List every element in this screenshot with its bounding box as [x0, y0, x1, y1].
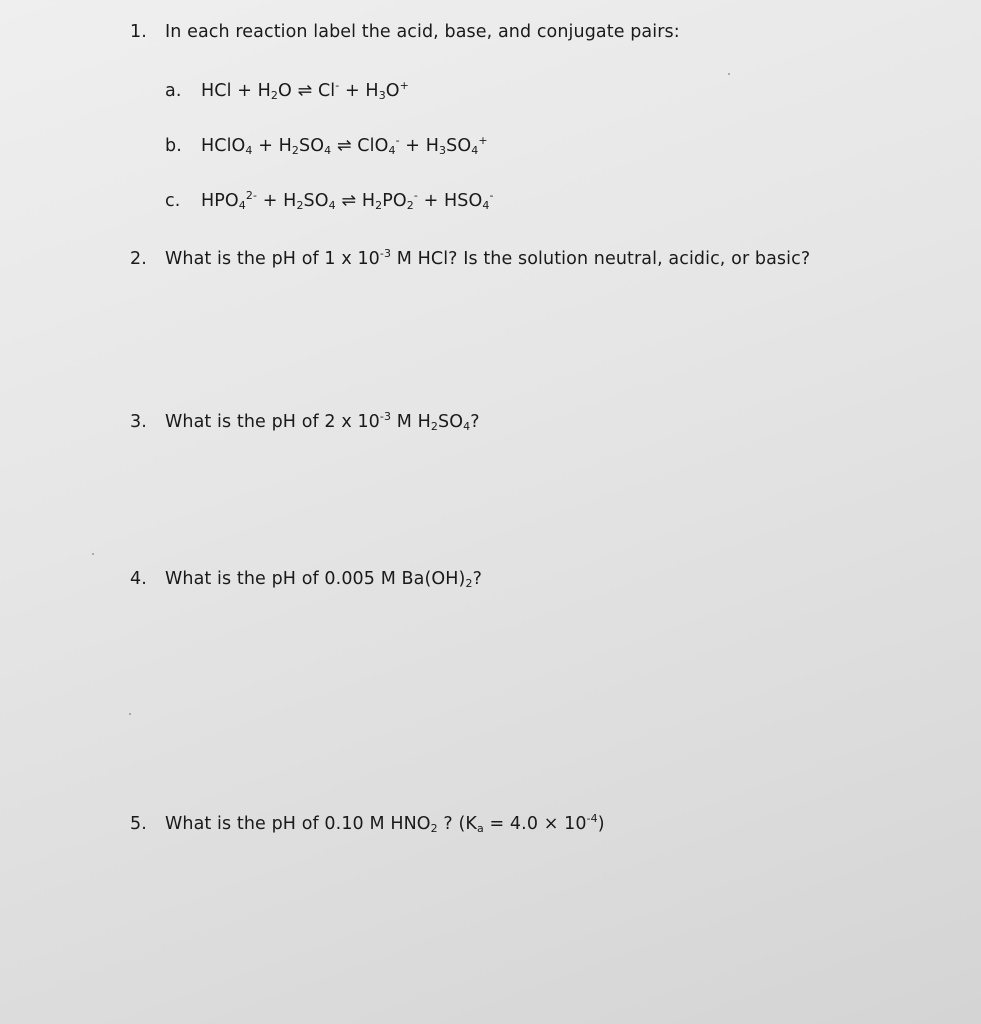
reaction-a	[165, 75, 409, 107]
question-4-number: 4.	[130, 569, 147, 589]
reaction-b	[165, 130, 488, 162]
reaction-c	[165, 185, 494, 217]
question-2-text: What is the pH of 1 x $10^{-3}$ M HCl? Is the solution neutral, acidic, or basic?	[165, 247, 811, 269]
question-4	[130, 568, 482, 595]
reaction-c-equation: $HPO_4^{2-} + H_2SO_4$ ⇌ $H_2PO_2^- + HSO_4^-$	[201, 189, 494, 212]
reaction-b-equation: HClO$_4$ + $H_2SO_4$ ⇌ $ClO_4^- + H_3SO_4^+$	[201, 134, 488, 157]
paper-speck	[129, 713, 131, 715]
question-1-number: 1.	[130, 22, 147, 42]
question-5-number: 5.	[130, 814, 147, 834]
paper-speck	[728, 73, 730, 75]
question-4-text: What is the pH of 0.005 M $Ba(OH)_2$?	[165, 569, 482, 590]
question-3	[130, 406, 480, 438]
question-1	[130, 21, 680, 43]
question-3-number: 3.	[130, 412, 147, 432]
question-2	[130, 243, 810, 270]
question-5	[130, 808, 605, 840]
reaction-b-label: b.	[165, 136, 182, 156]
reaction-a-label: a.	[165, 81, 182, 101]
question-3-text: What is the pH of 2 x $10^{-3}$ M $H_2SO_4$?	[165, 410, 480, 433]
reaction-a-equation: HCl + $H_2O$ ⇌ $Cl^- + H_3O^+$	[201, 79, 409, 102]
question-2-number: 2.	[130, 249, 147, 269]
question-5-text: What is the pH of 0.10 M $HNO_2$ ? $(K_a = 4.0 \times 10^{-4})$	[165, 812, 605, 835]
reaction-c-label: c.	[165, 191, 181, 211]
paper-speck	[92, 553, 94, 555]
question-1-prompt: In each reaction label the acid, base, and conjugate pairs:	[165, 22, 680, 42]
